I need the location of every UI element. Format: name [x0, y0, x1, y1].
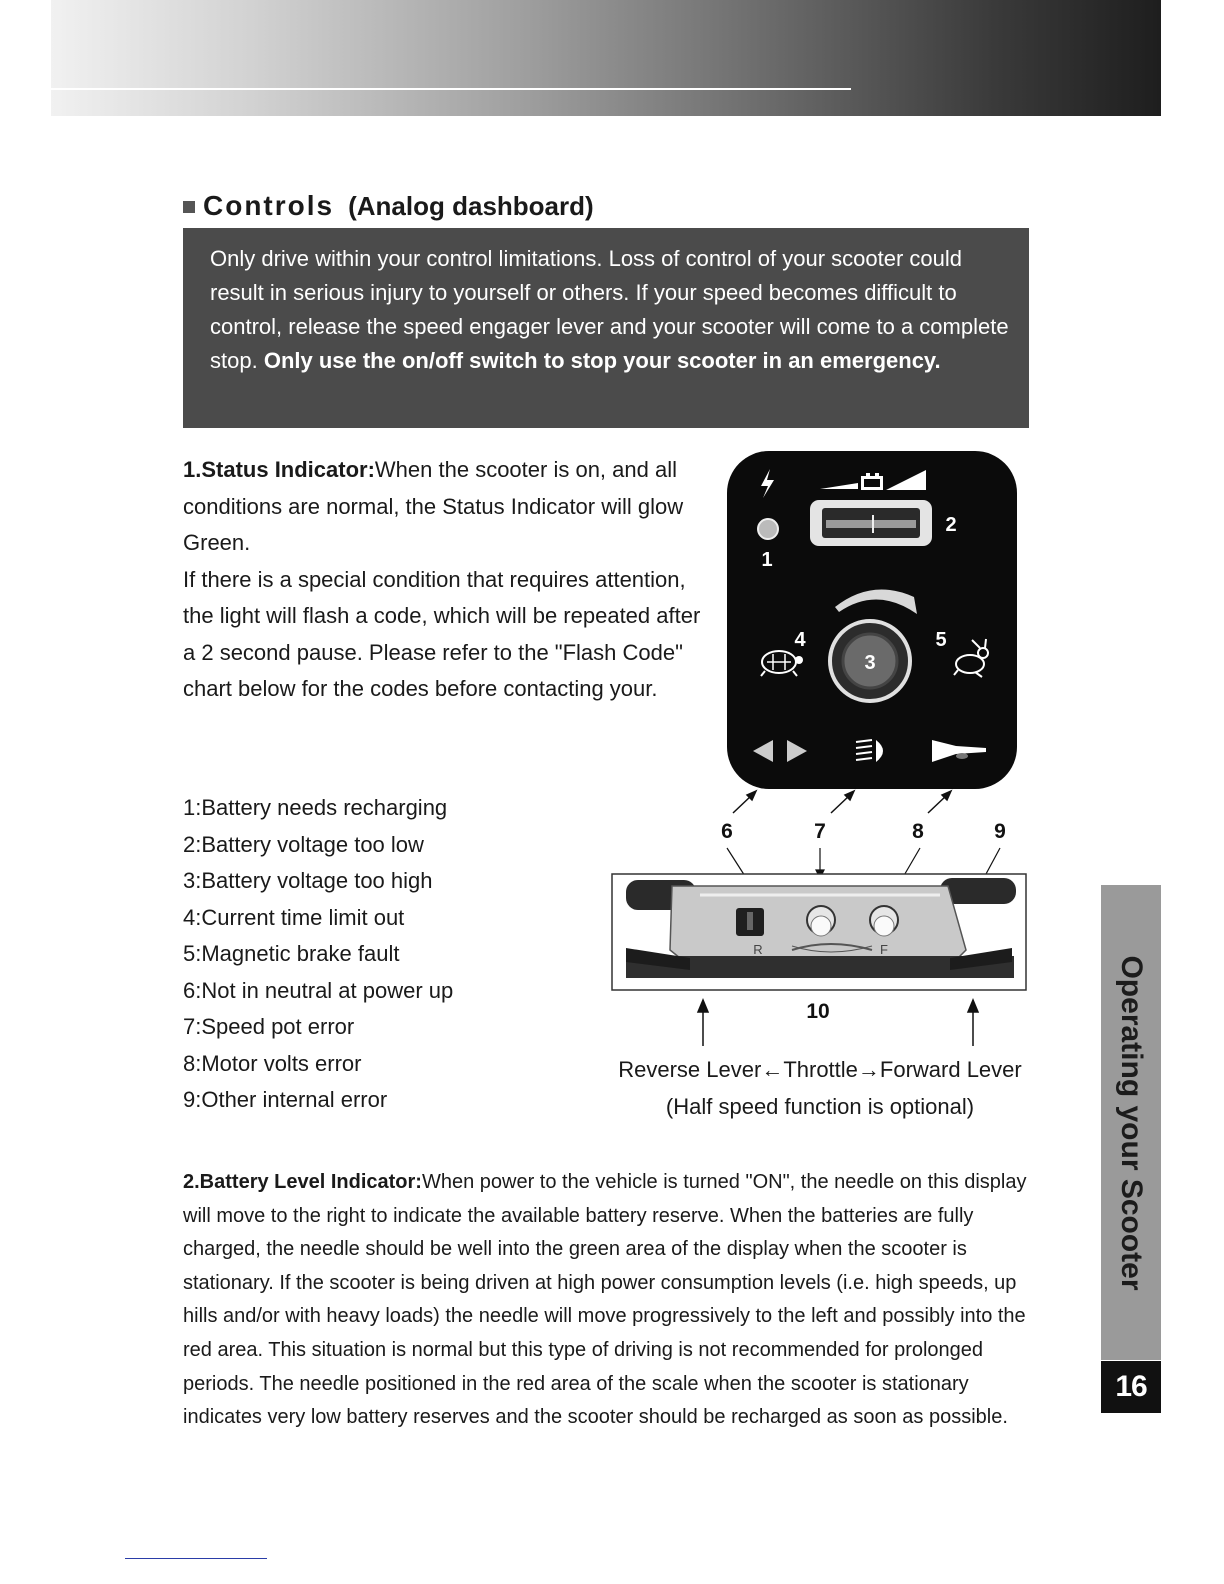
callout-8: 8 [912, 820, 924, 843]
panel-label-3: 3 [864, 652, 876, 674]
page-number: 16 [1101, 1361, 1161, 1413]
panel-label-5: 5 [935, 629, 947, 651]
callout-7: 7 [814, 820, 826, 843]
caption-line-1: Reverse Lever←Throttle→Forward Lever [618, 1057, 1022, 1082]
side-tab-text: Operating your Scooter [1115, 954, 1148, 1291]
list-item: 1:Battery needs recharging [183, 795, 448, 820]
warning-box [183, 228, 1029, 428]
battery-indicator-section [183, 1166, 1033, 1435]
warning-text: Only drive within your control limitations. Loss of control of your scooter could result in serious injury to yourself or others. If your speed becomes difficult to control, release the speed engager lever and your scooter will come to a complete stop. [210, 246, 1009, 373]
lever-arrows [698, 1000, 978, 1046]
figure-caption [590, 1052, 1050, 1125]
battery-text: When power to the vehicle is turned "ON", the needle on this display will move to the right to indicate the available battery reserve. When the batteries are fully charged, the needle should be well into the green area of the display when the scooter is stationary. If the scooter is being driven at high power consumption levels (i.e. high speeds, up hills and/or with heavy loads) the needle will move progressively to the left and possibly into the red area. This situation is normal but this type of driving is not recommended for prolonged periods. The needle positioned in the red area of the scale when the scooter is stationary indicates very low battery reserves and the scooter should be recharged as soon as possible. [183, 1171, 1027, 1429]
square-bullet-icon [183, 201, 195, 213]
side-tab-label [1101, 885, 1161, 1360]
upper-callout-arrows [733, 791, 951, 813]
panel-label-1: 1 [761, 549, 773, 571]
warning-paragraph [210, 242, 1010, 378]
list-item: 6:Not in neutral at power up [183, 977, 454, 1003]
status-text-1: When the scooter is on, and all conditions are normal, the Status Indicator will glow Green. [183, 457, 684, 555]
footer-rule [125, 1558, 267, 1559]
status-paragraph-2: If there is a special condition that requires attention, the light will flash a code, which will be repeated after a 2 second pause. Please refer to the "Flash Code" chart below for the codes before contacting your. [183, 566, 701, 701]
warning-bold-text: Only use the on/off switch to stop your scooter in an emergency. [263, 348, 941, 373]
battery-paragraph [183, 1166, 1033, 1435]
section-title-text: Controls [203, 190, 335, 221]
panel-label-2: 2 [945, 514, 957, 536]
list-item: 7:Speed pot error [183, 1014, 355, 1039]
callout-10: 10 [806, 1000, 830, 1023]
switch-label-r: R [753, 942, 763, 957]
list-item: 8:Motor volts error [183, 1050, 362, 1076]
section-subtitle: (Analog dashboard) [348, 191, 594, 221]
header-band [51, 0, 1161, 116]
switch-label-f: F [880, 942, 888, 957]
flash-code-list [183, 790, 563, 1119]
status-heading: 1.Status Indicator: [183, 457, 375, 482]
caption-line-2: (Half speed function is optional) [665, 1093, 975, 1119]
section-title [183, 190, 594, 230]
callout-6: 6 [721, 820, 733, 843]
tiller-photo [612, 874, 1026, 990]
list-item: 4:Current time limit out [183, 904, 405, 930]
callout-9: 9 [994, 820, 1006, 843]
list-item: 9:Other internal error [183, 1087, 388, 1112]
status-light-icon [758, 519, 778, 539]
dashboard-figure [590, 448, 1050, 1050]
header-rule [51, 88, 851, 90]
battery-heading: 2.Battery Level Indicator: [183, 1171, 422, 1193]
list-item: 5:Magnetic brake fault [183, 941, 400, 966]
list-item: 3:Battery voltage too high [183, 868, 433, 893]
list-item: 2:Battery voltage too low [183, 831, 424, 857]
panel-label-4: 4 [794, 629, 806, 651]
